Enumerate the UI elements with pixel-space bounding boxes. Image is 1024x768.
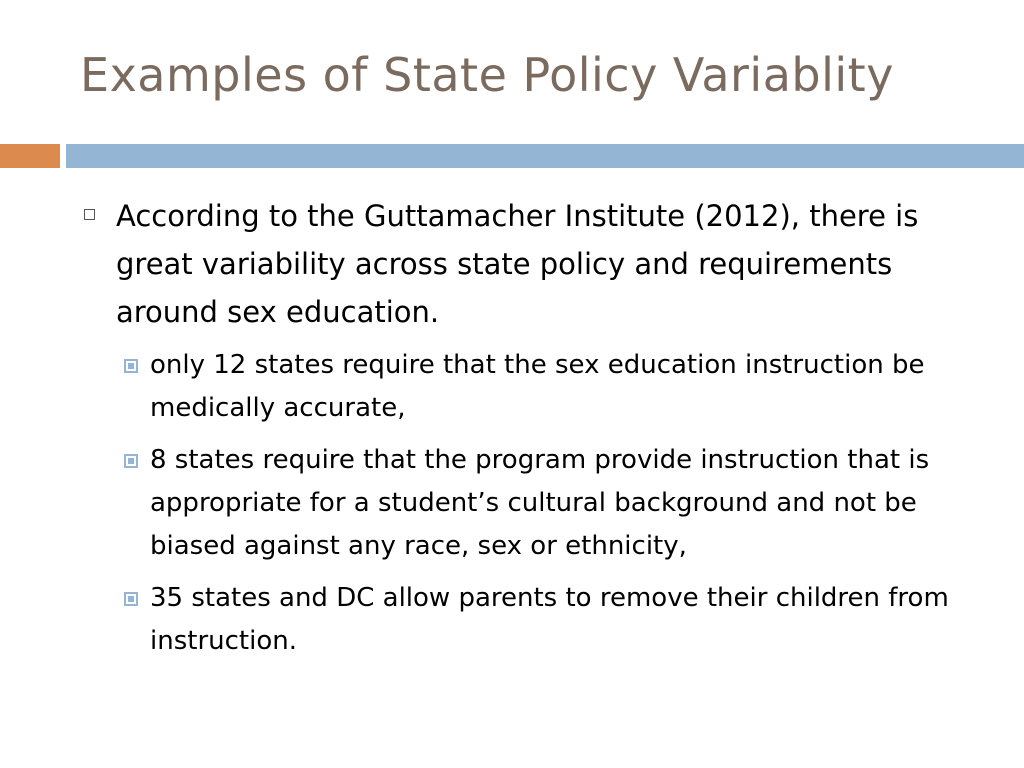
square-bullet-icon	[124, 454, 138, 468]
sub-bullet-text: 35 states and DC allow parents to remove their children from instruction.	[150, 583, 949, 656]
sub-bullet	[122, 344, 982, 430]
square-bullet-icon	[124, 592, 138, 606]
main-bullet-text: According to the Guttamacher Institute (2012), there is great variability across state policy and requirements around sex education.	[116, 199, 919, 329]
sub-bullet-list	[82, 344, 982, 663]
blue-accent-band	[66, 144, 1024, 168]
slide-title: Examples of State Policy Variablity	[80, 48, 894, 102]
main-bullet	[82, 192, 982, 336]
sub-bullet-text: only 12 states require that the sex education instruction be medically accurate,	[150, 350, 925, 423]
square-bullet-icon	[124, 359, 138, 373]
sub-bullet	[122, 439, 982, 568]
slide-body	[82, 192, 982, 672]
orange-accent-band	[0, 144, 60, 168]
sub-bullet	[122, 577, 982, 663]
sub-bullet-text: 8 states require that the program provide instruction that is appropriate for a student’s cultural background and not be biased against any race, sex or ethnicity,	[150, 445, 930, 561]
hollow-square-bullet-icon	[84, 209, 95, 220]
